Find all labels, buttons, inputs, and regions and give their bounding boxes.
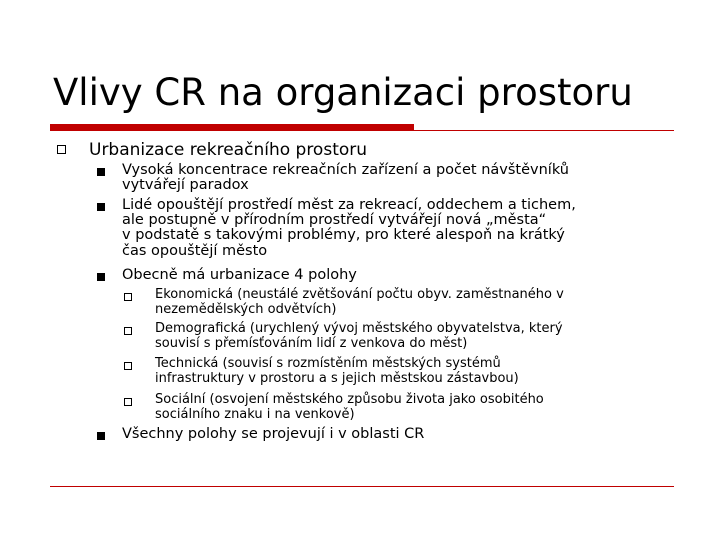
hollow-square-bullet-icon (57, 145, 66, 154)
heading-urbanizace: Urbanizace rekreačního prostoru (89, 140, 368, 160)
hollow-square-bullet-icon (124, 293, 132, 301)
poloha-socialni: Sociální (osvojení městského způsobu života jako osobitého sociálního znaku i na venkově) (155, 392, 544, 422)
title-underline-thin (50, 130, 674, 131)
bottom-rule (50, 486, 674, 487)
point-2: Lidé opouštějí prostředí měst za rekreací, oddechem a tichem, ale postupně v přírodním prostředí vytvářejí nová „města“ v podstatě s takovými problémy, pro které alespoň na krátký čas opouštějí město (122, 197, 576, 259)
filled-square-bullet-icon (97, 203, 105, 211)
poloha-technicka: Technická (souvisí s rozmístěním městských systémů infrastruktury v prostoru a s jejich městskou zástavbou) (155, 356, 519, 386)
hollow-square-bullet-icon (124, 327, 132, 335)
filled-square-bullet-icon (97, 432, 105, 440)
filled-square-bullet-icon (97, 168, 105, 176)
point-1: Vysoká koncentrace rekreačních zařízení a počet návštěvníků vytvářejí paradox (122, 162, 569, 194)
filled-square-bullet-icon (97, 273, 105, 281)
point-4: Všechny polohy se projevují i v oblasti CR (122, 426, 425, 442)
hollow-square-bullet-icon (124, 398, 132, 406)
point-3: Obecně má urbanizace 4 polohy (122, 267, 357, 283)
poloha-demograficka: Demografická (urychlený vývoj městského obyvatelstva, který souvisí s přemísťováním lidí z venkova do měst) (155, 321, 563, 351)
hollow-square-bullet-icon (124, 362, 132, 370)
poloha-ekonomicka: Ekonomická (neustálé zvětšování počtu obyv. zaměstnaného v nezemědělských odvětvích) (155, 287, 564, 317)
slide-title: Vlivy CR na organizaci prostoru (53, 71, 633, 114)
